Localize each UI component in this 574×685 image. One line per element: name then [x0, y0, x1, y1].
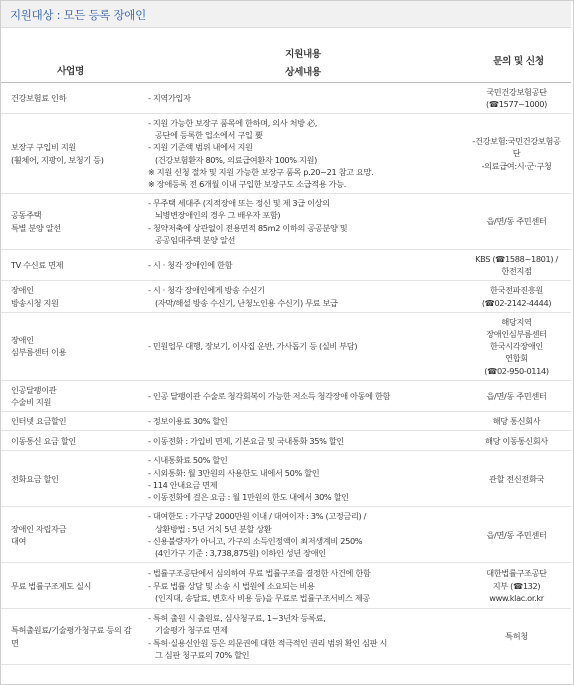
contact-cell — [466, 609, 571, 665]
details-line: (자막/해설 방송 수신기, 난청노인용 수신기) 무료 보급 — [155, 297, 338, 308]
program-name-line: 수술비 지원 — [11, 396, 52, 407]
contact-cell — [466, 412, 571, 431]
table-row — [1, 431, 571, 451]
program-name-line: 장애인 자립자금 — [11, 523, 67, 534]
contact-line: 관할 전신전화국 — [488, 473, 545, 484]
contact-line: 읍/면/동 주민센터 — [486, 390, 547, 401]
details-line: - 무료 법률 상담 및 소송 시 법원에 소요되는 비용 — [148, 580, 315, 591]
contact-cell — [466, 380, 571, 411]
details-line: 뇌병변장애인의 경우 그 배우자 포함) — [155, 210, 281, 221]
program-name-cell — [1, 82, 140, 113]
page-title: 지원대상 : 모든 등록 장애인 — [10, 8, 146, 22]
program-name-line: 심부름센터 이용 — [11, 347, 67, 358]
details-cell — [140, 451, 466, 507]
program-name-line: 건강보험료 인하 — [11, 92, 67, 103]
table-row — [1, 507, 571, 563]
program-name-line: 공동주택 — [11, 210, 42, 221]
program-name-line: TV 수신료 면제 — [11, 260, 64, 271]
details-cell — [140, 113, 466, 193]
target-header-bar — [1, 1, 571, 28]
contact-cell — [466, 82, 571, 113]
contact-cell — [466, 563, 571, 609]
program-name-cell — [1, 194, 140, 250]
details-cell — [140, 507, 466, 563]
table-row — [1, 249, 571, 280]
contact-column-header: 문의 및 신청 — [466, 38, 571, 82]
contact-line: 장애인심부름센터 — [486, 328, 547, 339]
program-name-line: 무료 법률구조제도 실시 — [11, 580, 92, 591]
program-name-line: 보장구 구입비 지원 — [11, 142, 76, 153]
program-name-cell — [1, 507, 140, 563]
details-cell — [140, 609, 466, 665]
contact-line: 단 — [512, 148, 521, 159]
details-line: - 법률구조공단에서 심의하여 무료 법률구조를 결정한 사건에 한함 — [148, 568, 371, 579]
details-line: (인지대, 송달료, 변호사 비용 등)을 무료로 법률구조서비스 제공 — [155, 592, 370, 603]
contact-line: 읍/면/동 주민센터 — [486, 216, 547, 227]
contact-line: (☎02-2142-4444) — [481, 297, 552, 308]
program-name-line: 특허출원료/기술평가청구료 등의 감 — [11, 625, 132, 636]
contact-line: www.klac.or.kr — [489, 592, 544, 603]
details-line: - 이동전화 : 가입비 면제, 기본요금 및 국내통화 35% 할인 — [148, 435, 344, 446]
details-line: - 특허·실용신안원 등은 의문권에 대한 적극적인 권리 범위 확인 심판 시 — [148, 637, 388, 648]
details-cell — [140, 281, 466, 312]
table-row — [1, 380, 571, 411]
details-cell — [140, 194, 466, 250]
details-line: - 이동전화에 걸은 요금 : 월 1만원의 한도 내에서 30% 할인 — [148, 492, 349, 503]
details-line: 공단에 등록한 업소에서 구입 要 — [155, 130, 263, 141]
table-row — [1, 609, 571, 665]
details-line: 상환방법 : 5년 거치 5년 분할 상환 — [155, 523, 272, 534]
contact-cell — [466, 113, 571, 193]
contact-line: KBS (☎1588~1801) / — [475, 253, 558, 264]
program-name-cell — [1, 312, 140, 380]
contact-line: 해당지역 — [501, 316, 532, 327]
table-body — [1, 82, 571, 665]
program-name-cell — [1, 113, 140, 193]
program-name-line: 특별 분양 알선 — [11, 222, 61, 233]
details-line: - 114 안내요금 면제 — [148, 479, 218, 490]
contact-cell — [466, 194, 571, 250]
details-line: - 지원 기준액 범위 내에서 지원 — [148, 142, 253, 153]
details-line: - 시 · 청각 장애인에 한함 — [148, 260, 233, 271]
details-line: 기술평가 청구료 면제 — [155, 625, 228, 636]
table-row — [1, 194, 571, 250]
contact-line: 국민건강보험공단 — [486, 86, 547, 97]
details-cell — [140, 380, 466, 411]
program-name-cell — [1, 380, 140, 411]
details-line: ※ 지원 신청 절차 및 지원 가능한 보장구 품목 p.20~21 참고 요망. — [148, 166, 374, 177]
details-line: - 특허 출원 시 출원료, 심사청구료, 1~3년차 등록료, — [148, 613, 326, 624]
program-name-line: 방송시청 지원 — [11, 297, 59, 308]
program-name-cell — [1, 609, 140, 665]
program-name-line: 이동통신 요금 할인 — [11, 435, 76, 446]
contact-line: (☎1577~1000) — [486, 98, 547, 109]
details-line: - 청약저축에 상관없이 전용면적 85m2 이하의 공공분양 및 — [148, 222, 348, 233]
program-column-header: 사업명 — [1, 38, 140, 82]
program-name-line: 장애인 — [11, 285, 34, 296]
table-row — [1, 113, 571, 193]
program-name-line: 인공달팽이관 — [11, 384, 57, 395]
table-row — [1, 451, 571, 507]
details-line: - 민원업무 대행, 장보기, 이사집 운반, 가사돕기 등 (실비 부담) — [148, 341, 358, 352]
details-cell — [140, 563, 466, 609]
program-name-cell — [1, 431, 140, 451]
details-line: - 지역가입자 — [148, 92, 191, 103]
contact-line: 해당 이동통신회사 — [485, 435, 548, 446]
contact-line: 특허청 — [505, 631, 528, 642]
details-line: - 무주택 세대주 (지적장애 또는 정신 및 제 3급 이상의 — [148, 198, 330, 209]
program-name-line: 전화요금 할인 — [11, 473, 59, 484]
details-line: - 시내통화료 50% 할인 — [148, 455, 228, 466]
contact-cell — [466, 507, 571, 563]
contact-line: (☎02-950-0114) — [484, 365, 549, 376]
details-cell — [140, 312, 466, 380]
program-name-cell — [1, 451, 140, 507]
program-name-line: (휠체어, 지팡이, 보청기 등) — [11, 154, 104, 165]
table-row — [1, 281, 571, 312]
details-cell — [140, 431, 466, 451]
table-row — [1, 312, 571, 380]
program-name-cell — [1, 563, 140, 609]
details-line: (건강보험환자 80%, 의료급여환자 100% 지원) — [155, 154, 317, 165]
details-column-header: 상세내용 — [140, 60, 466, 82]
contact-cell — [466, 312, 571, 380]
contact-line: -건강보험:국민건강보험공 — [472, 136, 561, 147]
contact-cell — [466, 281, 571, 312]
table-row — [1, 82, 571, 113]
program-name-cell — [1, 249, 140, 280]
details-line: 공공임대주택 분양 알선 — [155, 234, 236, 245]
contact-cell — [466, 249, 571, 280]
contact-line: 연합회 — [505, 353, 528, 364]
details-cell — [140, 82, 466, 113]
table-row — [1, 412, 571, 431]
details-cell — [140, 412, 466, 431]
details-line: - 지원 가능한 보장구 품목에 한하며, 의사 처방 必, — [148, 117, 318, 128]
contact-line: 한국시각장애인 — [490, 341, 543, 352]
details-line: (4인가구 기준 : 3,738,875원) 이하인 성년 장애인 — [155, 547, 326, 558]
contact-line: 해당 통신회사 — [492, 416, 541, 427]
details-line: - 정보이용료 30% 할인 — [148, 416, 228, 427]
details-line: - 인공 달팽이관 수술로 청각회복이 가능한 저소득 청각장애 아동에 한함 — [148, 390, 391, 401]
contact-cell — [466, 451, 571, 507]
details-line: - 대여한도 : 가구당 2000만원 이내 / 대여이자 : 3% (고정금리) / — [148, 511, 367, 522]
contact-line: 읍/면/동 주민센터 — [486, 529, 547, 540]
details-cell — [140, 249, 466, 280]
support-table — [1, 38, 571, 665]
program-name-line: 면 — [11, 637, 19, 648]
contact-line: 한전지점 — [501, 266, 532, 277]
details-line: - 시외통화: 월 3만원의 사용한도 내에서 50% 할인 — [148, 467, 320, 478]
program-name-line: 장애인 — [11, 335, 34, 346]
program-name-line: 대여 — [11, 535, 27, 546]
support-content-group-header: 지원내용 — [285, 49, 321, 60]
contact-line: 지부 (☎132) — [492, 580, 541, 591]
details-line: 그 심판 청구료의 70% 할인 — [155, 649, 250, 660]
program-name-cell — [1, 412, 140, 431]
table-row — [1, 563, 571, 609]
contact-line: 한국전파진흥원 — [490, 285, 543, 296]
details-line: ※ 장애등록 전 6개월 이내 구입한 보장구도 소급적용 가능. — [148, 178, 346, 189]
details-line: - 신용불량자가 아니고, 가구의 소득인정액이 최저생계비 250% — [148, 535, 363, 546]
program-name-line: 인터넷 요금할인 — [11, 416, 67, 427]
contact-line: -의료급여:시·군·구청 — [481, 160, 552, 171]
program-name-cell — [1, 281, 140, 312]
details-line: - 시 · 청각 장애인에게 방송 수신기 — [148, 285, 265, 296]
contact-cell — [466, 431, 571, 451]
contact-line: 대한법률구조공단 — [486, 568, 547, 579]
